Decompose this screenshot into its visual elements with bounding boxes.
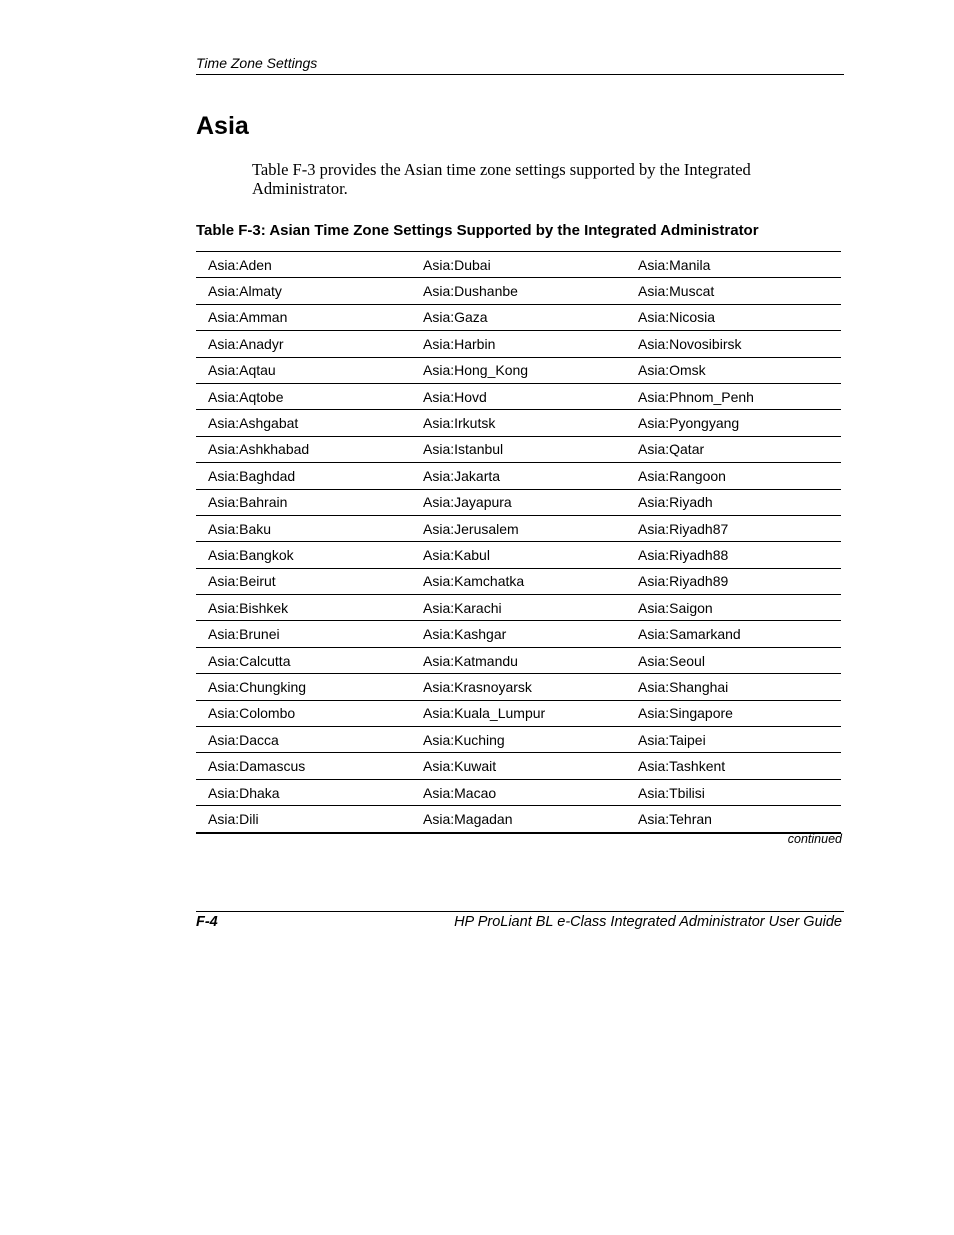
section-title: Asia xyxy=(196,112,249,140)
time-zone-cell: Asia:Riyadh87 xyxy=(626,515,841,541)
time-zone-cell: Asia:Baku xyxy=(196,515,411,541)
table-row xyxy=(196,621,841,647)
time-zone-cell: Asia:Tashkent xyxy=(626,753,841,779)
time-zone-cell: Asia:Katmandu xyxy=(411,647,626,673)
time-zone-cell: Asia:Tehran xyxy=(626,806,841,833)
time-zone-cell: Asia:Ashgabat xyxy=(196,410,411,436)
time-zone-cell: Asia:Kuala_Lumpur xyxy=(411,700,626,726)
table-row xyxy=(196,542,841,568)
time-zone-cell: Asia:Bishkek xyxy=(196,595,411,621)
time-zone-cell: Asia:Hovd xyxy=(411,383,626,409)
time-zone-cell: Asia:Amman xyxy=(196,304,411,330)
table-row xyxy=(196,806,841,833)
time-zone-cell: Asia:Hong_Kong xyxy=(411,357,626,383)
time-zone-cell: Asia:Karachi xyxy=(411,595,626,621)
time-zone-cell: Asia:Singapore xyxy=(626,700,841,726)
table-row xyxy=(196,463,841,489)
time-zone-cell: Asia:Dushanbe xyxy=(411,278,626,304)
time-zone-cell: Asia:Beirut xyxy=(196,568,411,594)
time-zone-cell: Asia:Chungking xyxy=(196,674,411,700)
time-zone-cell: Asia:Rangoon xyxy=(626,463,841,489)
table-row xyxy=(196,304,841,330)
time-zone-cell: Asia:Seoul xyxy=(626,647,841,673)
table-caption: Table F-3: Asian Time Zone Settings Supported by the Integrated Administrator xyxy=(196,222,759,239)
table-row xyxy=(196,436,841,462)
time-zone-cell: Asia:Taipei xyxy=(626,727,841,753)
time-zone-cell: Asia:Dubai xyxy=(423,256,491,273)
time-zone-cell: Asia:Magadan xyxy=(411,806,626,833)
time-zone-cell: Asia:Brunei xyxy=(196,621,411,647)
table-row xyxy=(196,753,841,779)
time-zone-cell: Asia:Kuwait xyxy=(411,753,626,779)
time-zone-cell: Asia:Istanbul xyxy=(411,436,626,462)
time-zone-cell: Asia:Dacca xyxy=(196,727,411,753)
table-row xyxy=(196,383,841,409)
time-zone-cell: Asia:Gaza xyxy=(411,304,626,330)
time-zone-cell: Asia:Kamchatka xyxy=(411,568,626,594)
time-zone-cell: Asia:Novosibirsk xyxy=(626,331,841,357)
time-zone-cell: Asia:Nicosia xyxy=(626,304,841,330)
time-zone-cell: Asia:Kashgar xyxy=(411,621,626,647)
intro-paragraph: Table F-3 provides the Asian time zone settings supported by the Integrated Administrator. xyxy=(252,160,751,198)
continued-note: continued xyxy=(787,832,842,846)
table-row xyxy=(196,489,841,515)
time-zone-cell: Asia:Ashkhabad xyxy=(196,436,411,462)
time-zone-cell: Asia:Tbilisi xyxy=(626,779,841,805)
table-row xyxy=(196,647,841,673)
time-zone-cell: Asia:Riyadh88 xyxy=(626,542,841,568)
time-zone-cell: Asia:Jayapura xyxy=(411,489,626,515)
time-zone-cell: Asia:Krasnoyarsk xyxy=(411,674,626,700)
table-row xyxy=(196,331,841,357)
time-zone-cell: Asia:Jakarta xyxy=(411,463,626,489)
time-zone-cell: Asia:Calcutta xyxy=(196,647,411,673)
time-zone-cell: Asia:Qatar xyxy=(626,436,841,462)
time-zone-cell: Asia:Harbin xyxy=(411,331,626,357)
time-zone-cell: Asia:Bahrain xyxy=(196,489,411,515)
table-row xyxy=(196,700,841,726)
table-row xyxy=(196,278,841,304)
header-divider xyxy=(196,74,844,75)
time-zone-cell: Asia:Pyongyang xyxy=(626,410,841,436)
table-row xyxy=(196,595,841,621)
time-zone-cell: Asia:Jerusalem xyxy=(411,515,626,541)
time-zone-cell: Asia:Kuching xyxy=(411,727,626,753)
time-zone-cell: Asia:Baghdad xyxy=(196,463,411,489)
time-zone-cell: Asia:Aqtobe xyxy=(196,383,411,409)
time-zone-table xyxy=(196,251,841,834)
table-row xyxy=(196,252,841,278)
time-zone-cell: Asia:Muscat xyxy=(626,278,841,304)
time-zone-table-body xyxy=(196,252,841,833)
time-zone-cell: Asia:Kabul xyxy=(411,542,626,568)
time-zone-cell: Asia:Macao xyxy=(411,779,626,805)
time-zone-cell: Asia:Dhaka xyxy=(196,779,411,805)
time-zone-cell: Asia:Bangkok xyxy=(196,542,411,568)
time-zone-cell: Asia:Manila xyxy=(638,256,711,273)
page-number: F-4 xyxy=(196,914,218,930)
time-zone-cell: Asia:Almaty xyxy=(196,278,411,304)
time-zone-cell: Asia:Damascus xyxy=(196,753,411,779)
footer-divider xyxy=(196,911,844,912)
book-title: HP ProLiant BL e-Class Integrated Administrator User Guide xyxy=(454,914,842,930)
table-row xyxy=(196,410,841,436)
time-zone-cell: Asia:Riyadh xyxy=(626,489,841,515)
time-zone-cell: Asia:Phnom_Penh xyxy=(626,383,841,409)
time-zone-cell: Asia:Samarkand xyxy=(626,621,841,647)
time-zone-cell: Asia:Riyadh89 xyxy=(626,568,841,594)
time-zone-cell: Asia:Irkutsk xyxy=(411,410,626,436)
time-zone-cell: Asia:Aqtau xyxy=(196,357,411,383)
time-zone-cell: Asia:Saigon xyxy=(626,595,841,621)
table-row xyxy=(196,674,841,700)
time-zone-cell: Asia:Colombo xyxy=(196,700,411,726)
table-row xyxy=(196,568,841,594)
time-zone-cell: Asia:Aden xyxy=(208,256,272,273)
time-zone-cell: Asia:Dili xyxy=(196,806,411,833)
running-head: Time Zone Settings xyxy=(196,55,318,71)
time-zone-cell: Asia:Omsk xyxy=(626,357,841,383)
table-row xyxy=(196,357,841,383)
time-zone-cell: Asia:Shanghai xyxy=(626,674,841,700)
table-row xyxy=(196,779,841,805)
time-zone-cell: Asia:Anadyr xyxy=(196,331,411,357)
table-row xyxy=(196,515,841,541)
table-row xyxy=(196,727,841,753)
